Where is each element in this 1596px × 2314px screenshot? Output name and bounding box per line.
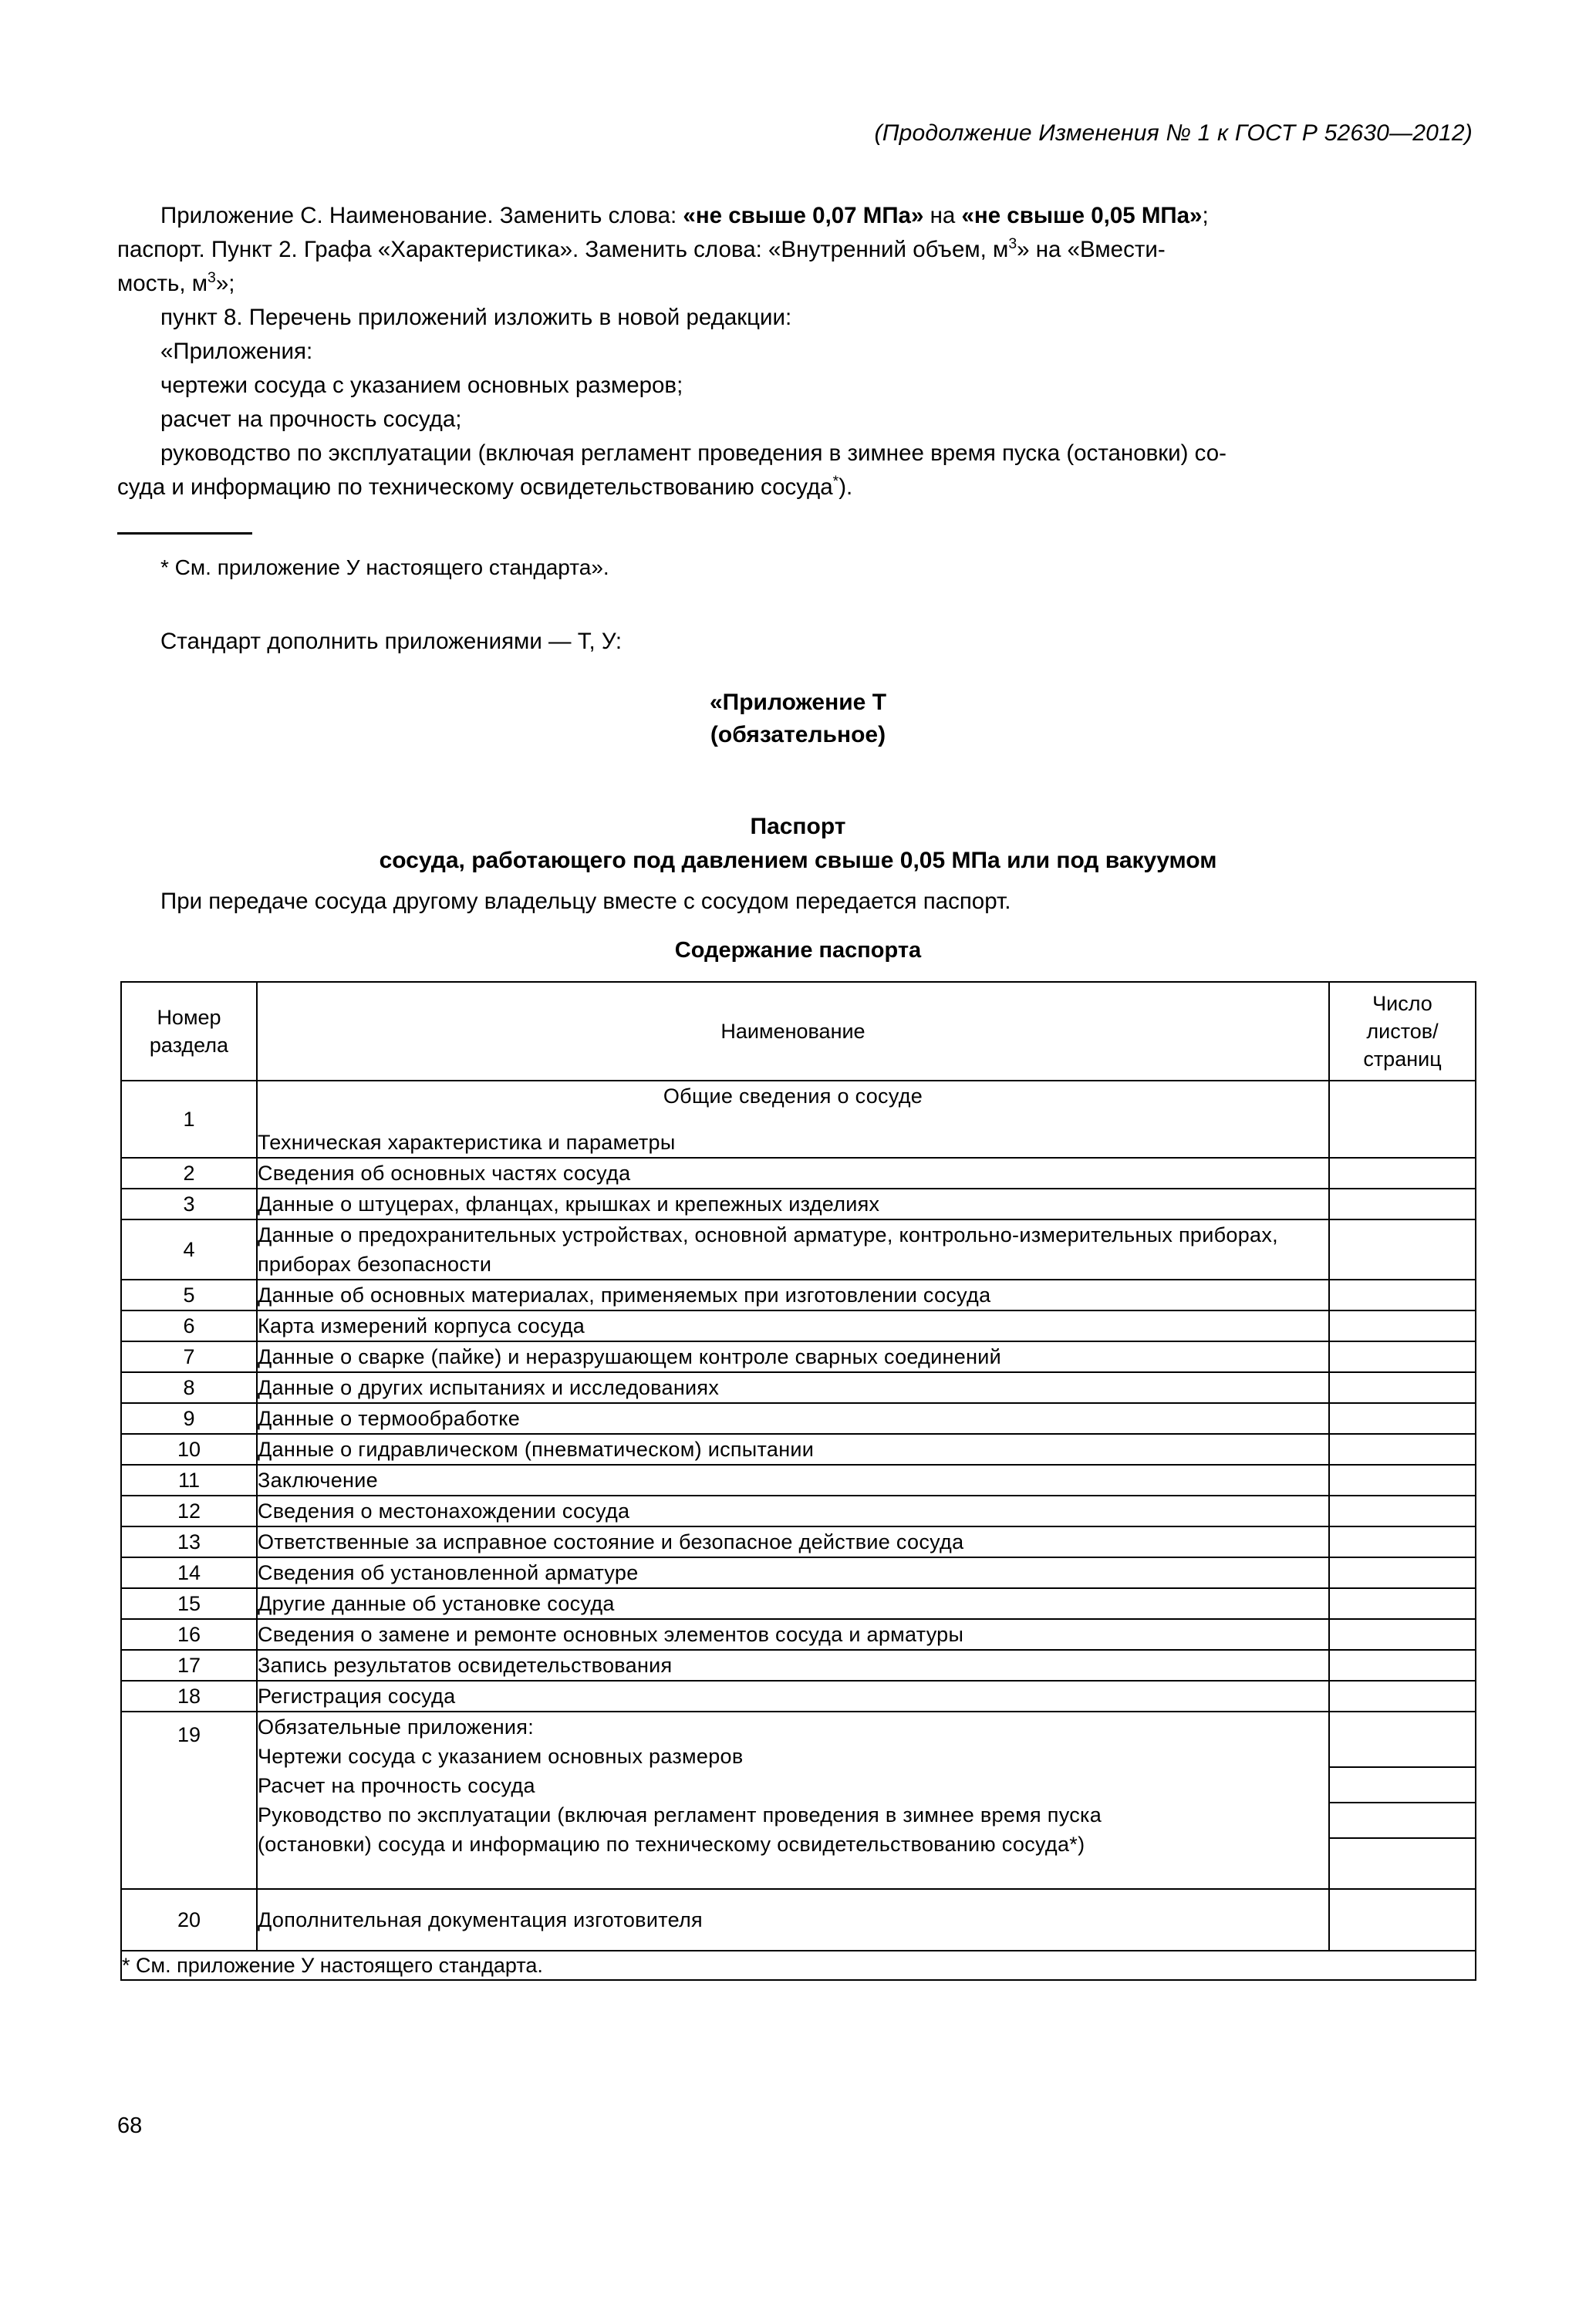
cell-section-number: 18: [121, 1681, 257, 1712]
table-row: [121, 1372, 1476, 1403]
appendix-heading: [0, 686, 1596, 751]
cell-name: Карта измерений корпуса сосуда: [257, 1310, 1329, 1341]
para1-new-value: «не свыше 0,05 МПа»: [961, 203, 1203, 228]
paragraph-strength-calc: расчет на прочность сосуда;: [160, 406, 462, 432]
paragraph-appendix-c: [117, 199, 1475, 233]
cell-section-number: 5: [121, 1280, 257, 1310]
cell-section-number: 11: [121, 1465, 257, 1496]
table-body: [121, 1081, 1476, 1980]
cell-sheet-count: [1329, 1526, 1476, 1557]
cell-name: Сведения о местонахождении сосуда: [257, 1496, 1329, 1526]
sheet-count-subcell-4: [1330, 1839, 1475, 1888]
column-header-section-number-line1: Номер: [157, 1006, 221, 1029]
table-footnote-row: [121, 1951, 1476, 1980]
column-header-sheet-count-line3: страниц: [1363, 1047, 1442, 1071]
cell-sheet-count: [1329, 1219, 1476, 1280]
passport-heading: [0, 810, 1596, 878]
para1-part-e: ;: [1202, 203, 1209, 228]
appendix-list-item-manual-line1: Руководство по эксплуатации (включая регламент проведения в зимнее время пуска: [258, 1803, 1102, 1827]
paragraph-operating-manual-cont: [117, 471, 1475, 504]
table-row: [121, 1219, 1476, 1280]
sheet-count-subcells: [1330, 1712, 1475, 1888]
cell-name: [257, 1081, 1329, 1158]
cell-section-number: 2: [121, 1158, 257, 1189]
cell-name: Данные о термообработке: [257, 1403, 1329, 1434]
para2-part-b: » на «Вмести-: [1017, 237, 1166, 262]
page-footnote: * См. приложение У настоящего стандарта».: [160, 555, 609, 579]
para2-part-a: паспорт. Пункт 2. Графа «Характеристика». Заменить слова: «Внутренний объем, м: [117, 237, 1009, 262]
footnote-separator-rule: [117, 532, 252, 535]
passport-heading-line1: Паспорт: [750, 814, 846, 839]
table-row: [121, 1434, 1476, 1465]
cell-section-number: 7: [121, 1341, 257, 1372]
passport-heading-line2: сосуда, работающего под давлением свыше 0,05 МПа или под вакуумом: [379, 848, 1217, 873]
para7-part-b: суда и информацию по техническому освидетельствованию сосуда: [117, 474, 833, 500]
cell-section-number: 9: [121, 1403, 257, 1434]
table-header-row: [121, 982, 1476, 1081]
cell-section-number: 8: [121, 1372, 257, 1403]
cell-name: Сведения об основных частях сосуда: [257, 1158, 1329, 1189]
footnote-marker-asterisk: *: [832, 473, 839, 491]
table-row: [121, 1341, 1476, 1372]
mandatory-appendices-list: [258, 1712, 1328, 1859]
column-header-sheet-count-line1: Число: [1372, 992, 1432, 1015]
appendix-list-heading: Обязательные приложения:: [258, 1715, 535, 1739]
appendix-heading-line1: «Приложение Т: [709, 690, 887, 715]
cell-sheet-count: [1329, 1465, 1476, 1496]
column-header-sheet-count: [1329, 982, 1476, 1081]
column-header-name-label: Наименование: [720, 1020, 865, 1043]
para7-part-c: ).: [838, 474, 853, 500]
table-row: [121, 1681, 1476, 1712]
para2-superscript-cubic-1: 3: [1008, 235, 1017, 253]
table-row: [121, 1465, 1476, 1496]
body-text-block: [117, 199, 1475, 504]
appendix-list-item-drawings: Чертежи сосуда с указанием основных размеров: [258, 1745, 744, 1768]
table-row: [121, 1588, 1476, 1619]
table-row: [121, 1496, 1476, 1526]
table-footnote: * См. приложение У настоящего стандарта.: [121, 1951, 1476, 1980]
table-row: [121, 1526, 1476, 1557]
table-row: [121, 1081, 1476, 1158]
para2-part-d: »;: [215, 271, 235, 296]
paragraph-standard-addition: Стандарт дополнить приложениями — Т, У:: [160, 629, 623, 654]
cell-sheet-count: [1329, 1341, 1476, 1372]
cell-sheet-count: [1329, 1081, 1476, 1158]
cell-name: Данные о сварке (пайке) и неразрушающем контроле сварных соединений: [257, 1341, 1329, 1372]
section-caption: Общие сведения о сосуде: [663, 1084, 923, 1108]
contents-heading: Содержание паспорта: [674, 938, 922, 963]
cell-section-number: 12: [121, 1496, 257, 1526]
passport-contents-table-wrapper: [120, 981, 1475, 1981]
cell-section-number: 10: [121, 1434, 257, 1465]
cell-sheet-count: [1329, 1158, 1476, 1189]
cell-sheet-count: [1329, 1588, 1476, 1619]
table-row: [121, 1650, 1476, 1681]
cell-sheet-count: [1329, 1280, 1476, 1310]
cell-section-number: 4: [121, 1219, 257, 1280]
cell-sheet-count: [1329, 1496, 1476, 1526]
column-header-sheet-count-line2: листов/: [1366, 1020, 1439, 1043]
cell-name: [257, 1712, 1329, 1889]
cell-name: Ответственные за исправное состояние и безопасное действие сосуда: [257, 1526, 1329, 1557]
cell-name: Другие данные об установке сосуда: [257, 1588, 1329, 1619]
para1-part-a: Приложение С. Наименование. Заменить слова:: [160, 203, 683, 228]
table-row: [121, 1280, 1476, 1310]
table-row: [121, 1158, 1476, 1189]
table-row-mandatory-appendices: [121, 1712, 1476, 1889]
cell-section-number: 14: [121, 1557, 257, 1588]
cell-sheet-count: [1329, 1650, 1476, 1681]
cell-section-number: 16: [121, 1619, 257, 1650]
cell-section-number: 1: [121, 1081, 257, 1158]
cell-name: Сведения о замене и ремонте основных элементов сосуда и арматуры: [257, 1619, 1329, 1650]
cell-sheet-count: [1329, 1372, 1476, 1403]
cell-section-number: 19: [121, 1712, 257, 1889]
table-row: [121, 1889, 1476, 1951]
cell-section-number: 15: [121, 1588, 257, 1619]
cell-section-number: 3: [121, 1189, 257, 1219]
cell-sheet-count: [1329, 1557, 1476, 1588]
cell-name: Данные о гидравлическом (пневматическом) испытании: [257, 1434, 1329, 1465]
cell-name: Дополнительная документация изготовителя: [257, 1889, 1329, 1951]
cell-sheet-count: [1329, 1889, 1476, 1951]
cell-section-number: 13: [121, 1526, 257, 1557]
cell-name: Заключение: [257, 1465, 1329, 1496]
sheet-count-subcell-2: [1330, 1768, 1475, 1803]
table-row: [121, 1557, 1476, 1588]
passport-contents-table: [120, 981, 1476, 1981]
appendix-heading-line2: (обязательное): [710, 722, 886, 747]
cell-name: Данные о других испытаниях и исследованиях: [257, 1372, 1329, 1403]
para1-part-c: на: [923, 203, 962, 228]
cell-sheet-count: [1329, 1681, 1476, 1712]
paragraph-passport-item2-cont: [117, 267, 1475, 301]
table-row: [121, 1619, 1476, 1650]
table-row: [121, 1189, 1476, 1219]
cell-name: Данные о штуцерах, фланцах, крышках и крепежных изделиях: [257, 1189, 1329, 1219]
column-header-name: [257, 982, 1329, 1081]
cell-sheet-count: [1329, 1310, 1476, 1341]
cell-sheet-count-split: [1329, 1712, 1476, 1889]
cell-name: Данные о предохранительных устройствах, основной арматуре, контрольно-измерительных приборах, приборах безопасности: [257, 1219, 1329, 1280]
cell-section-number: 17: [121, 1650, 257, 1681]
sheet-count-subcell-1: [1330, 1712, 1475, 1768]
column-header-section-number: [121, 982, 257, 1081]
page-number: 68: [117, 2113, 143, 2138]
cell-name: Запись результатов освидетельствования: [257, 1650, 1329, 1681]
cell-sheet-count: [1329, 1189, 1476, 1219]
appendix-list-item-strength: Расчет на прочность сосуда: [258, 1774, 535, 1797]
cell-sheet-count: [1329, 1434, 1476, 1465]
cell-name: Сведения об установленной арматуре: [257, 1557, 1329, 1588]
paragraph-operating-manual: руководство по эксплуатации (включая регламент проведения в зимнее время пуска (остановки) со-: [160, 440, 1227, 466]
cell-name: Данные об основных материалах, применяемых при изготовлении сосуда: [257, 1280, 1329, 1310]
cell-name-text: Техническая характеристика и параметры: [258, 1131, 676, 1154]
cell-name: Регистрация сосуда: [257, 1681, 1329, 1712]
appendix-list-item-manual-line2: (остановки) сосуда и информацию по техническому освидетельствованию сосуда*): [258, 1833, 1085, 1856]
cell-section-number: 20: [121, 1889, 257, 1951]
sheet-count-subcell-3: [1330, 1803, 1475, 1839]
cell-sheet-count: [1329, 1619, 1476, 1650]
table-row: [121, 1403, 1476, 1434]
column-header-section-number-line2: раздела: [149, 1034, 229, 1057]
table-row: [121, 1310, 1476, 1341]
paragraph-transfer-note: При передаче сосуда другому владельцу вместе с сосудом передается паспорт.: [160, 889, 1011, 914]
running-header: (Продолжение Изменения № 1 к ГОСТ Р 52630—2012): [874, 120, 1473, 146]
cell-section-number: 6: [121, 1310, 257, 1341]
para2-part-c: мость, м: [117, 271, 208, 296]
paragraph-item8: пункт 8. Перечень приложений изложить в новой редакции:: [160, 305, 792, 330]
paragraph-appendices-open: «Приложения:: [160, 339, 313, 364]
paragraph-passport-item2: [117, 233, 1475, 267]
cell-sheet-count: [1329, 1403, 1476, 1434]
para1-old-value: «не свыше 0,07 МПа»: [683, 203, 924, 228]
paragraph-drawings: чертежи сосуда с указанием основных размеров;: [160, 373, 683, 398]
para2-superscript-cubic-2: 3: [208, 269, 216, 287]
